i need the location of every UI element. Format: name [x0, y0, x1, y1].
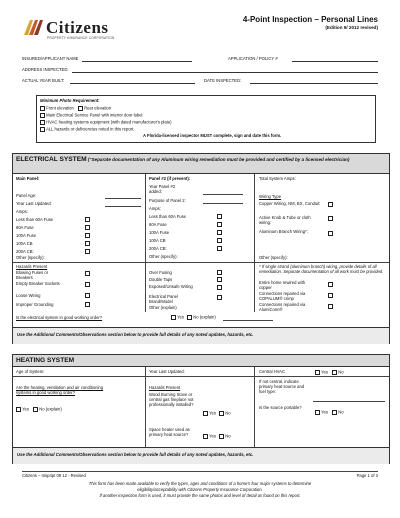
- aluminum-wiring-label: Aluminum Branch Wiring*:: [259, 229, 308, 234]
- form-id: Citizens – Insp4pt 09 12 - Revised: [22, 473, 86, 478]
- date-inspected-field[interactable]: [250, 83, 378, 84]
- panel2-100a-checkbox[interactable]: [217, 230, 222, 235]
- portable-yes-label: Yes: [321, 409, 328, 415]
- disclaimer-line-1: This form has been made available to verify the types, ages and conditions of a home's four major systems to determine: [88, 481, 312, 486]
- double-taps-label: Double Taps: [149, 277, 173, 282]
- front-elevation-label: Front elevation: [46, 105, 74, 111]
- application-label: APPLICATION / POLICY #: [228, 56, 278, 61]
- panel2-100cb-checkbox[interactable]: [217, 238, 222, 243]
- electrical-comments-bar: Use the Additional Comments/Observations section below to provide full details of any noted updates, hazards, etc.: [13, 327, 389, 344]
- address-field[interactable]: [72, 72, 378, 73]
- panel2-60a-checkbox[interactable]: [217, 222, 222, 227]
- rewired-checkbox[interactable]: [328, 282, 333, 287]
- copalum-label: Connections repaired via COPALUM® crimp: [259, 291, 306, 301]
- heating-good-order-options: [16, 407, 62, 412]
- copper-wiring-label: Copper Wiring, NM, BX, Conduit:: [259, 201, 321, 206]
- central-hvac-options: [315, 370, 344, 375]
- logo-wordmark: Citizens: [46, 18, 109, 37]
- hvac-photo-checkbox[interactable]: [40, 120, 45, 125]
- electrical-good-order-question: Is the electrical system in good working order?: [16, 315, 103, 320]
- aluminum-note: * If single strand (aluminum branch) wiring, provide details of all remediation. Separate documentation of all work must be provided.: [259, 264, 384, 274]
- heating-section: [12, 354, 390, 464]
- req-elevation-row: [40, 106, 111, 111]
- electrical-no-checkbox[interactable]: [187, 315, 192, 320]
- blowing-fuses-checkbox[interactable]: [85, 271, 90, 276]
- over-fusing-checkbox[interactable]: [217, 270, 222, 275]
- hazards-photo-checkbox[interactable]: [40, 127, 45, 132]
- insured-label: INSURED/APPLICANT NAME: [22, 56, 79, 61]
- primary-heat-source-label: If not central, indicate primary heat source and fuel type:: [259, 379, 305, 394]
- primary-heat-source-field[interactable]: [313, 401, 385, 402]
- electrical-good-order-options: [171, 315, 216, 320]
- panel-brand-checkbox[interactable]: [217, 295, 222, 300]
- main-100a-checkbox[interactable]: [85, 233, 90, 238]
- portable-no-label: No: [338, 409, 344, 415]
- citizens-logo-icon: [22, 16, 46, 38]
- main-200cb-label: 200A CB:: [16, 249, 34, 254]
- electrical-section: [12, 153, 390, 344]
- alumiconn-checkbox[interactable]: [328, 304, 333, 309]
- wood-stove-yes-label: Yes: [209, 410, 216, 416]
- form-edition: (Edition 9/ 2012 revised): [325, 25, 378, 31]
- year-built-field[interactable]: [70, 83, 195, 84]
- alumiconn-label: Connections repaired via AlumiConn®: [259, 302, 306, 312]
- form-title-main: 4-Point Inspection – Personal Lines: [242, 15, 378, 24]
- main-60a-label: 60A Fuse: [16, 225, 34, 230]
- req-hvac-row: [40, 120, 172, 125]
- knob-tube-checkbox[interactable]: [328, 216, 333, 221]
- central-hvac-no-checkbox[interactable]: [332, 370, 337, 375]
- req-hazards-row: [40, 127, 134, 132]
- disclaimer-line-3: If another inspection form is used, it must provide the same photos and level of detail as found on this report.: [99, 493, 301, 498]
- blowing-fuses-label: Blowing Fuses or Breakers: [16, 270, 49, 280]
- panel2-purpose-label: Purpose of Panel 2:: [149, 198, 186, 203]
- total-amps-label: Total System Amps:: [259, 176, 296, 181]
- panel-photo-label: Main Electrical Service Panel with interior door label: [46, 112, 143, 118]
- central-hvac-label: Central HVAC: [259, 369, 285, 374]
- double-taps-checkbox[interactable]: [217, 277, 222, 282]
- space-heater-yes-checkbox[interactable]: [203, 434, 208, 439]
- over-fusing-label: Over Fusing: [149, 270, 172, 275]
- heating-yes-checkbox[interactable]: [16, 407, 21, 412]
- electrical-explain-field[interactable]: [223, 320, 273, 321]
- hvac-photo-label: HVAC heating systems equipment (with dated manufacturer's plate): [46, 119, 172, 125]
- electrical-mid-divider: [13, 262, 389, 263]
- panel2-year-field[interactable]: [203, 194, 243, 195]
- aluminum-wiring-checkbox[interactable]: [328, 231, 333, 236]
- main-other-label: Other (specify):: [16, 255, 45, 260]
- space-heater-options: [203, 434, 231, 439]
- portable-no-checkbox[interactable]: [332, 410, 337, 415]
- application-field[interactable]: [292, 61, 378, 62]
- wood-stove-options: [203, 411, 231, 416]
- panel-brand-label: Electrical Panel Brand/Model: [149, 294, 178, 304]
- wood-stove-no-checkbox[interactable]: [219, 411, 224, 416]
- heating-yes-label: Yes: [22, 406, 29, 412]
- panel2-lt60-label: Less than 60A Fuse: [149, 214, 187, 219]
- heating-comments-bar: Use the Additional Comments/Observations section below to provide full details of any noted updates, hazards, etc.: [13, 447, 389, 464]
- improper-grounding-checkbox[interactable]: [85, 302, 90, 307]
- wood-stove-no-label: No: [225, 410, 231, 416]
- footer-rule: [22, 471, 378, 472]
- col-divider-2: [254, 174, 255, 312]
- central-hvac-yes-label: Yes: [321, 369, 328, 375]
- electrical-yes-checkbox[interactable]: [171, 315, 176, 320]
- main-100a-label: 100A Fuse: [16, 233, 37, 238]
- year-updated-label: Year Last Updated:: [16, 201, 52, 206]
- wiring-other-label: Other (specify):: [259, 255, 288, 260]
- front-elevation-checkbox[interactable]: [40, 106, 45, 111]
- main-200cb-checkbox[interactable]: [85, 249, 90, 254]
- page-number: Page 1 of 3: [356, 473, 378, 478]
- main-lt60-checkbox[interactable]: [85, 217, 90, 222]
- panel2-60a-label: 60A Fuse: [149, 222, 167, 227]
- disclaimer-line-2: eligibility/acceptability with Citizens Property Insurance Corporation.: [137, 487, 263, 492]
- portable-yes-checkbox[interactable]: [315, 410, 320, 415]
- req-panel-row: [40, 113, 142, 118]
- panel2-year-label: Year Panel #2 added:: [149, 184, 176, 194]
- logo-tagline: PROPERTY INSURANCE CORPORATION: [47, 36, 115, 40]
- form-title: [243, 15, 378, 30]
- heating-heading: HEATING SYSTEM: [16, 357, 75, 364]
- amps-label: Amps:: [16, 209, 28, 214]
- heating-row-divider: [13, 376, 389, 377]
- loose-wiring-label: Loose Wiring: [16, 293, 41, 298]
- panel2-title: Panel #2 (if present):: [149, 176, 191, 181]
- central-hvac-no-label: No: [338, 369, 344, 375]
- wood-stove-yes-checkbox[interactable]: [203, 411, 208, 416]
- empty-sockets-checkbox[interactable]: [85, 282, 90, 287]
- heating-no-label: No (explain): [39, 406, 62, 412]
- insured-field[interactable]: [82, 61, 192, 62]
- portable-source-label: Is the source portable?: [259, 405, 302, 410]
- heating-header: [13, 355, 389, 367]
- heat-col-divider-1: [145, 367, 146, 447]
- main-60a-checkbox[interactable]: [85, 225, 90, 230]
- heating-age-label: Age of System:: [16, 369, 45, 374]
- electrical-heading: ELECTRICAL SYSTEM: [16, 156, 87, 163]
- panel-age-label: Panel Age:: [16, 193, 37, 198]
- rear-elevation-label: Rear elevation: [84, 105, 112, 111]
- loose-wiring-checkbox[interactable]: [85, 293, 90, 298]
- main-100cb-checkbox[interactable]: [85, 241, 90, 246]
- electrical-header: [13, 154, 389, 174]
- photo-requirements-box: [36, 95, 376, 143]
- panel2-100a-label: 100A Fuse: [149, 230, 170, 235]
- main-lt60-label: Less than 60A Fuse: [16, 217, 54, 222]
- heating-year-label: Year Last Updated:: [149, 369, 185, 374]
- wiring-type-title: Wiring Type: [259, 194, 282, 199]
- citizens-logo: [22, 12, 142, 46]
- electrical-yes-label: Yes: [177, 314, 184, 320]
- panel2-100cb-label: 100A CB: [149, 238, 166, 243]
- space-heater-no-label: No: [225, 433, 231, 439]
- panel2-200cb-checkbox[interactable]: [217, 246, 222, 251]
- heating-good-order-question: Are the heating, ventilation and air conditioning systems in good working order?: [16, 385, 104, 395]
- heating-hazards-title: Hazards Present: [149, 385, 181, 390]
- electrical-subheading: ("Separate documentation of any Aluminum wiring remediation must be provided and certified by a licensed electrician): [87, 157, 350, 162]
- panel-photo-checkbox[interactable]: [40, 113, 45, 118]
- date-inspected-label: DATE INSPECTED:: [204, 78, 242, 83]
- electrical-no-label: No (explain): [193, 314, 216, 320]
- heat-col-divider-2: [254, 367, 255, 447]
- panel2-200cb-label: 200A CB:: [149, 246, 167, 251]
- space-heater-yes-label: Yes: [209, 433, 216, 439]
- year-updated-field[interactable]: [105, 206, 141, 207]
- photo-requirements-heading: Minimum Photo Requirement:: [40, 98, 100, 103]
- heating-no-checkbox[interactable]: [33, 407, 38, 412]
- central-hvac-yes-checkbox[interactable]: [315, 370, 320, 375]
- knob-tube-label: Active Knob & Tube or cloth wiring:: [259, 215, 311, 225]
- copper-wiring-checkbox[interactable]: [328, 202, 333, 207]
- wood-stove-label: Wood Burning Stove or central gas fireplace not professionally installed?: [149, 392, 194, 407]
- hazard-other-label: Other (explain): [149, 305, 177, 310]
- inspector-note: A Florida-licensed inspector MUST complete, sign and date this form.: [143, 133, 282, 138]
- rewired-label: Entire home rewired with copper: [259, 280, 306, 290]
- copalum-checkbox[interactable]: [328, 293, 333, 298]
- panel2-other-label: Other (specify):: [149, 254, 178, 259]
- panel2-purpose-field[interactable]: [203, 203, 243, 204]
- portable-source-options: [315, 410, 344, 415]
- rear-elevation-checkbox[interactable]: [78, 106, 83, 111]
- hazards-title: Hazards Present: [16, 264, 48, 269]
- hazards-photo-label: ALL hazards or deficiencies noted in this report.: [46, 126, 135, 132]
- panel-age-field[interactable]: [105, 198, 141, 199]
- col-divider-1: [145, 174, 146, 312]
- space-heater-no-checkbox[interactable]: [219, 434, 224, 439]
- main-panel-title: Main Panel:: [16, 176, 40, 181]
- panel2-lt60-checkbox[interactable]: [217, 214, 222, 219]
- empty-sockets-label: Empty Breaker Sockets: [16, 281, 60, 286]
- exposed-wiring-label: Exposed/Unsafe Wiring: [149, 284, 193, 289]
- panel2-amps-label: Amps:: [149, 206, 161, 211]
- main-100cb-label: 100A CB: [16, 241, 33, 246]
- space-heater-label: Space heater used as primary heat source?: [149, 427, 190, 437]
- address-label: ADDRESS INSPECTED:: [22, 67, 69, 72]
- exposed-wiring-checkbox[interactable]: [217, 285, 222, 290]
- year-built-label: ACTUAL YEAR BUILT:: [22, 78, 65, 83]
- improper-grounding-label: Improper Grounding: [16, 302, 54, 307]
